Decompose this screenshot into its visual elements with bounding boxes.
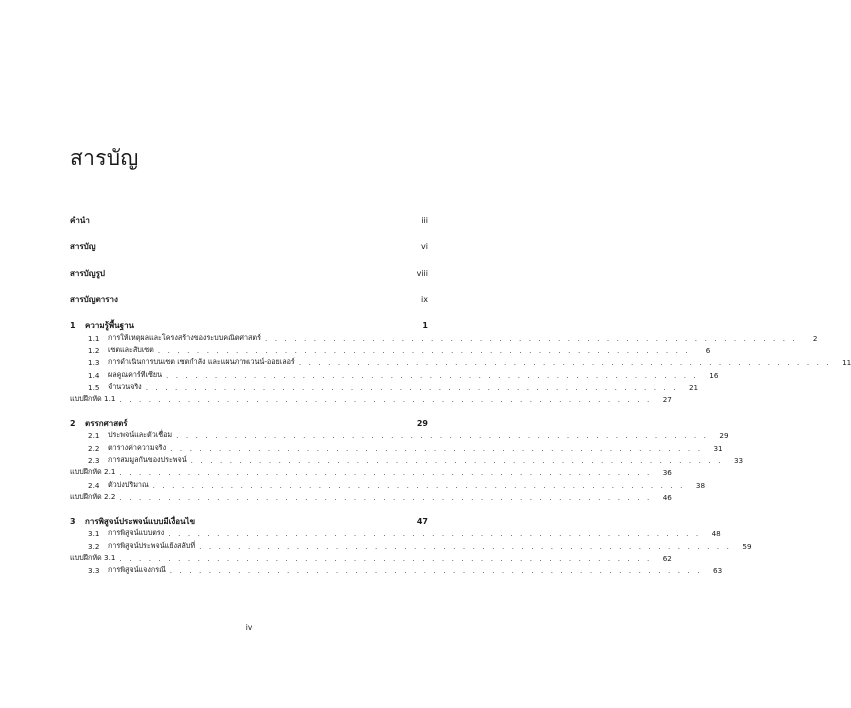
- entry-page: 6: [705, 345, 711, 355]
- entry-page: 38: [695, 480, 706, 490]
- entry-page: iii: [421, 215, 428, 225]
- entry-text: การพิสูจน์แจงกรณี: [108, 565, 166, 575]
- entry-page: 16: [709, 370, 719, 380]
- section-number: 1.3: [88, 358, 100, 368]
- toc-entry-contents[interactable]: [70, 240, 428, 254]
- dot-leader: . . . . . . . . . . . . . . . . . . . . . . . . . . . . . . . . . . . . . . . . . . . . . . . . . . . . . . .: [176, 431, 709, 441]
- entry-page: 36: [662, 468, 672, 478]
- toc-section-entry[interactable]: [70, 564, 723, 576]
- toc-section-entry[interactable]: [70, 454, 744, 466]
- chapter-title: ตรรกศาสตร์: [85, 418, 128, 428]
- chapter-number: 2: [70, 418, 76, 428]
- toc-section-entry[interactable]: [70, 381, 699, 393]
- chapter-spacer: [70, 504, 428, 514]
- entry-page: 62: [662, 553, 672, 563]
- toc-section-entry[interactable]: [70, 369, 719, 381]
- toc-section-entry[interactable]: [70, 344, 711, 356]
- section-number: 1.5: [88, 382, 100, 392]
- entry-text: ตัวบ่งปริมาณ: [108, 479, 149, 489]
- entry-text: การดำเนินการบนเซต เซตกำลัง และแผนภาพเวนน์-ออยเลอร์: [108, 357, 295, 367]
- entry-label: สารบัญตาราง: [70, 295, 118, 304]
- toc-chapters: [70, 319, 851, 577]
- entry-text: ประพจน์และตัวเชื่อม: [108, 430, 173, 440]
- toc-section-entry[interactable]: [70, 332, 818, 344]
- toc-section-entry[interactable]: [70, 479, 706, 491]
- entry-text: แบบฝึกหัด 2.1: [70, 467, 116, 477]
- toc-entry-preface[interactable]: [70, 213, 428, 227]
- page-number: iv: [245, 623, 253, 632]
- entry-label: สารบัญ: [70, 242, 96, 251]
- toc-exercise-entry[interactable]: [70, 467, 672, 479]
- toc-chapter-heading[interactable]: [70, 515, 428, 528]
- section-number: 2.1: [88, 431, 100, 441]
- entry-page: 48: [711, 529, 721, 539]
- toc-chapter-heading[interactable]: [70, 417, 428, 430]
- entry-label: สารบัญรูป: [70, 268, 105, 278]
- toc-exercise-entry[interactable]: [70, 393, 672, 405]
- dot-leader: . . . . . . . . . . . . . . . . . . . . . . . . . . . . . . . . . . . . . . . . . . . . . . . . . . . . . . .: [119, 553, 652, 563]
- section-number: 1.1: [88, 333, 100, 343]
- entry-text: การพิสูจน์แบบตรง: [108, 528, 165, 538]
- dot-leader: . . . . . . . . . . . . . . . . . . . . . . . . . . . . . . . . . . . . . . . . . . . . . . . . . . . . . . .: [119, 468, 652, 478]
- section-number: 3.2: [88, 541, 100, 551]
- dot-leader: . . . . . . . . . . . . . . . . . . . . . . . . . . . . . . . . . . . . . . . . . . . . . . . . . . . . . . .: [190, 456, 724, 466]
- toc-section-entry[interactable]: [70, 357, 851, 369]
- toc-section-entry[interactable]: [70, 540, 752, 552]
- entry-page: ix: [421, 295, 428, 304]
- dot-leader: . . . . . . . . . . . . . . . . . . . . . . . . . . . . . . . . . . . . . . . . . . . . . . . . . . . . . . .: [170, 443, 703, 453]
- entry-text: ตารางค่าความจริง: [108, 442, 167, 452]
- toc-entry-list-of-tables[interactable]: [70, 293, 428, 307]
- entry-text: การสมมูลกันของประพจน์: [108, 455, 187, 465]
- section-number: 2.2: [88, 443, 100, 453]
- entry-page: viii: [416, 268, 428, 278]
- toc-title: สารบัญ: [70, 146, 139, 170]
- entry-text: แบบฝึกหัด 2.2: [70, 491, 116, 501]
- dot-leader: . . . . . . . . . . . . . . . . . . . . . . . . . . . . . . . . . . . . . . . . . . . . . . . . . . . . . . .: [145, 382, 679, 392]
- entry-text: เซตและสับเซต: [108, 344, 154, 354]
- toc-exercise-entry[interactable]: [70, 552, 672, 564]
- dot-leader: . . . . . . . . . . . . . . . . . . . . . . . . . . . . . . . . . . . . . . . . . . . . . . . . . . . . . . .: [157, 345, 691, 355]
- dot-leader: . . . . . . . . . . . . . . . . . . . . . . . . . . . . . . . . . . . . . . . . . . . . . . . . . . . . . . .: [199, 541, 732, 551]
- entry-text: แบบฝึกหัด 3.1: [70, 552, 116, 562]
- section-number: 2.4: [88, 480, 100, 490]
- entry-text: การให้เหตุผลและโครงสร้างของระบบคณิตศาสตร์: [108, 332, 261, 342]
- dot-leader: . . . . . . . . . . . . . . . . . . . . . . . . . . . . . . . . . . . . . . . . . . . . . . . . . . . . . . .: [119, 492, 652, 502]
- entry-page: 63: [713, 566, 723, 576]
- entry-text: จำนวนจริง: [108, 381, 142, 391]
- section-number: 3.1: [88, 529, 100, 539]
- entry-page: 59: [742, 541, 752, 551]
- dot-leader: . . . . . . . . . . . . . . . . . . . . . . . . . . . . . . . . . . . . . . . . . . . . . . . . . . . . . . .: [298, 358, 832, 368]
- toc-exercise-entry[interactable]: [70, 491, 672, 503]
- chapter-number: 1: [70, 321, 76, 330]
- section-number: 1.2: [88, 345, 100, 355]
- entry-text: แบบฝึกหัด 1.1: [70, 394, 116, 404]
- entry-page: 11: [842, 358, 851, 368]
- toc-chapter-heading[interactable]: [70, 319, 428, 332]
- entry-page: 21: [688, 382, 699, 392]
- dot-leader: . . . . . . . . . . . . . . . . . . . . . . . . . . . . . . . . . . . . . . . . . . . . . . . . . . . . . . .: [152, 480, 686, 490]
- entry-page: 2: [812, 333, 818, 343]
- section-number: 3.3: [88, 566, 100, 576]
- dot-leader: . . . . . . . . . . . . . . . . . . . . . . . . . . . . . . . . . . . . . . . . . . . . . . . . . . . . . . .: [119, 395, 652, 405]
- dot-leader: . . . . . . . . . . . . . . . . . . . . . . . . . . . . . . . . . . . . . . . . . . . . . . . . . . . . . . .: [168, 529, 701, 539]
- chapter-spacer: [70, 406, 428, 416]
- section-number: 2.3: [88, 456, 100, 466]
- chapter-page: 29: [416, 418, 428, 428]
- toc-section-entry[interactable]: [70, 528, 721, 540]
- entry-page: 27: [662, 395, 672, 405]
- entry-text: การพิสูจน์ประพจน์แย้งสลับที่: [108, 540, 196, 550]
- chapter-title: การพิสูจน์ประพจน์แบบมีเงื่อนไข: [85, 516, 196, 526]
- toc-section-entry[interactable]: [70, 442, 723, 454]
- section-number: 1.4: [88, 370, 100, 380]
- entry-page: 31: [713, 443, 723, 453]
- chapter-page: 1: [422, 321, 428, 330]
- entry-page: 29: [719, 431, 729, 441]
- chapter-page: 47: [416, 516, 428, 526]
- entry-page: vi: [421, 242, 428, 251]
- entry-page: 46: [662, 492, 672, 502]
- entry-label: คำนำ: [70, 215, 90, 225]
- dot-leader: . . . . . . . . . . . . . . . . . . . . . . . . . . . . . . . . . . . . . . . . . . . . . . . . . . . . . . .: [264, 333, 798, 343]
- entry-page: 33: [733, 456, 744, 466]
- toc-entry-list-of-figures[interactable]: [70, 266, 428, 280]
- toc-section-entry[interactable]: [70, 430, 729, 442]
- chapter-title: ความรู้พื้นฐาน: [85, 321, 135, 330]
- dot-leader: . . . . . . . . . . . . . . . . . . . . . . . . . . . . . . . . . . . . . . . . . . . . . . . . . . . . . . .: [169, 566, 703, 576]
- toc-entries: [70, 213, 851, 577]
- chapter-number: 3: [70, 516, 76, 526]
- dot-leader: . . . . . . . . . . . . . . . . . . . . . . . . . . . . . . . . . . . . . . . . . . . . . . . . . . . . . . .: [166, 370, 699, 380]
- entry-text: ผลคูณคาร์ทีเซียน: [108, 369, 162, 379]
